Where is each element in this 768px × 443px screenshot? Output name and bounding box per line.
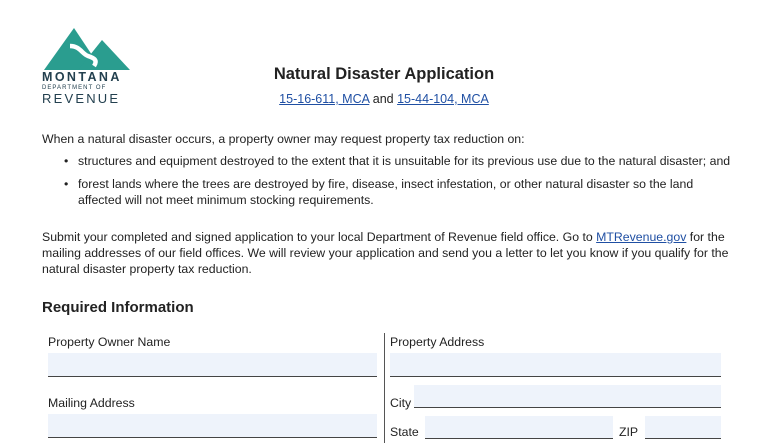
submit-text-before: Submit your completed and signed application to your local Department of Revenue field office. Go to — [42, 230, 597, 244]
state-label: State — [390, 425, 419, 439]
intro-text: When a natural disaster occurs, a property owner may request property tax reduction on: — [42, 132, 525, 146]
owner-name-input[interactable] — [48, 353, 377, 377]
mailing-address-label: Mailing Address — [48, 396, 135, 410]
column-divider — [384, 333, 385, 443]
mailing-address-input[interactable] — [48, 414, 377, 438]
state-input[interactable] — [425, 416, 613, 439]
citation-link-1[interactable]: 15-16-611, MCA — [279, 92, 370, 106]
submit-text-after: for the mailing addresses of our field offices. We will review your application and send you a letter to let you know if you qualify for the natural disaster property tax reduction. — [42, 230, 729, 276]
zip-input[interactable] — [645, 416, 721, 439]
property-address-label: Property Address — [390, 335, 485, 349]
logo-line-revenue: REVENUE — [42, 91, 121, 106]
city-label: City — [390, 396, 412, 410]
list-item: • forest lands where the trees are destroyed by fire, disease, insect infestation, or other natural disaster so the land affected will not meet minimum stocking requirements. — [42, 176, 732, 208]
section-heading: Required Information — [42, 299, 194, 316]
mountain-logo-icon — [44, 26, 130, 70]
page-title: Natural Disaster Application — [273, 65, 495, 83]
citation-link-2[interactable]: 15-44-104, MCA — [397, 92, 489, 106]
mtrevenue-link[interactable]: MTRevenue.gov — [596, 230, 687, 244]
zip-label: ZIP — [619, 425, 639, 439]
list-item: • structures and equipment destroyed to the extent that it is unsuitable for its previous use due to the natural disaster; and — [42, 153, 732, 169]
city-input[interactable] — [414, 385, 721, 408]
property-address-input[interactable] — [390, 353, 721, 377]
owner-name-label: Property Owner Name — [48, 335, 171, 349]
citations — [0, 92, 768, 106]
logo-line-montana: MONTANA — [42, 70, 122, 84]
citation-join: and — [369, 92, 398, 106]
logo-line-department: DEPARTMENT OF — [42, 85, 107, 91]
submit-instructions — [42, 229, 732, 277]
eligibility-list — [42, 153, 732, 215]
